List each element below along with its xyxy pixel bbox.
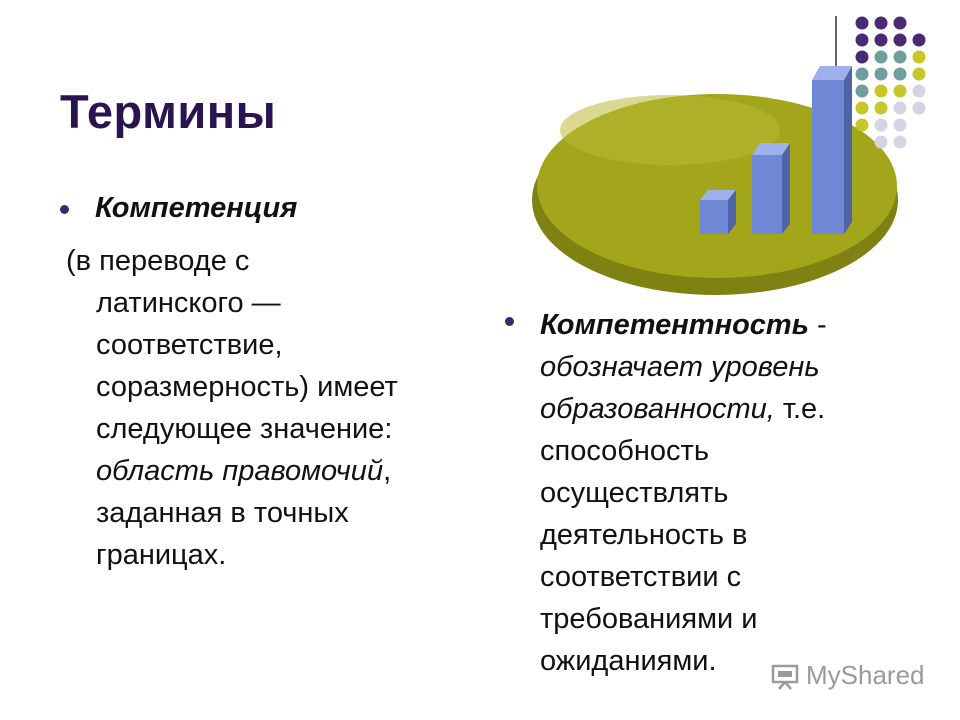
definition-line: способность [540, 435, 709, 467]
bar-small [700, 190, 736, 234]
definition-line: соответствии с [540, 561, 742, 593]
bullet-competency [505, 304, 905, 682]
definition-line [66, 450, 486, 492]
decor-dot [856, 102, 869, 115]
decor-dot [856, 17, 869, 30]
definition-line: требованиями и [540, 603, 758, 635]
decor-dot [894, 68, 907, 81]
decor-dot [856, 85, 869, 98]
decor-dot [913, 68, 926, 81]
decor-dot [875, 68, 888, 81]
decor-dot [875, 102, 888, 115]
decor-dot [894, 34, 907, 47]
bar-medium [752, 143, 790, 234]
slide-title: Термины [60, 85, 277, 138]
definition-italic: обозначает уровень [540, 351, 820, 383]
decor-dot [894, 119, 907, 132]
decor-dot [913, 34, 926, 47]
decor-dot [856, 34, 869, 47]
competence-definition [66, 240, 486, 576]
definition-line: осуществлять [540, 477, 729, 509]
decor-dot [875, 85, 888, 98]
definition-line: (в переводе с [66, 245, 250, 277]
definition-line: соразмерность) имеет [96, 371, 398, 403]
decor-dot [913, 102, 926, 115]
definition-line: границах. [96, 539, 227, 571]
term-dash: - [808, 309, 827, 341]
disc-highlight [560, 95, 780, 165]
decor-dot [875, 136, 888, 149]
definition-line: заданная в точных [96, 497, 349, 529]
decor-dot [875, 51, 888, 64]
definition-line: деятельность в [540, 519, 748, 551]
decor-dot [894, 17, 907, 30]
definition-italic: образованности, [540, 393, 775, 425]
presentation-icon [770, 662, 800, 690]
definition-line: следующее значение: [96, 413, 393, 445]
bar-tall [812, 66, 852, 234]
decor-dot [913, 51, 926, 64]
definition-line: ожиданиями. [540, 645, 717, 677]
decor-dot [875, 34, 888, 47]
competency-definition [540, 304, 905, 682]
decor-dot [894, 85, 907, 98]
definition-punct: , [383, 455, 392, 487]
decor-dot [913, 85, 926, 98]
decor-dot [875, 119, 888, 132]
term-competency: Компетентность [540, 309, 809, 341]
dot-grid-decoration [852, 14, 948, 154]
term-competence: Компетенция [95, 192, 298, 224]
bullet-dot-icon [60, 205, 69, 214]
definition-line: латинского — [96, 287, 281, 319]
decor-dot [856, 119, 869, 132]
definition-italic: область правомочий [96, 455, 384, 487]
watermark-text: MyShared [806, 660, 925, 690]
decor-dot [856, 68, 869, 81]
definition-line: т.е. [774, 393, 826, 425]
decor-dot [856, 51, 869, 64]
decor-dot [894, 136, 907, 149]
decor-dot [894, 51, 907, 64]
definition-line: соответствие, [96, 329, 283, 361]
decor-dot [875, 17, 888, 30]
bullet-dot-icon [505, 317, 514, 326]
bullet-competence [60, 192, 297, 225]
decor-dot [894, 102, 907, 115]
watermark [770, 660, 925, 691]
